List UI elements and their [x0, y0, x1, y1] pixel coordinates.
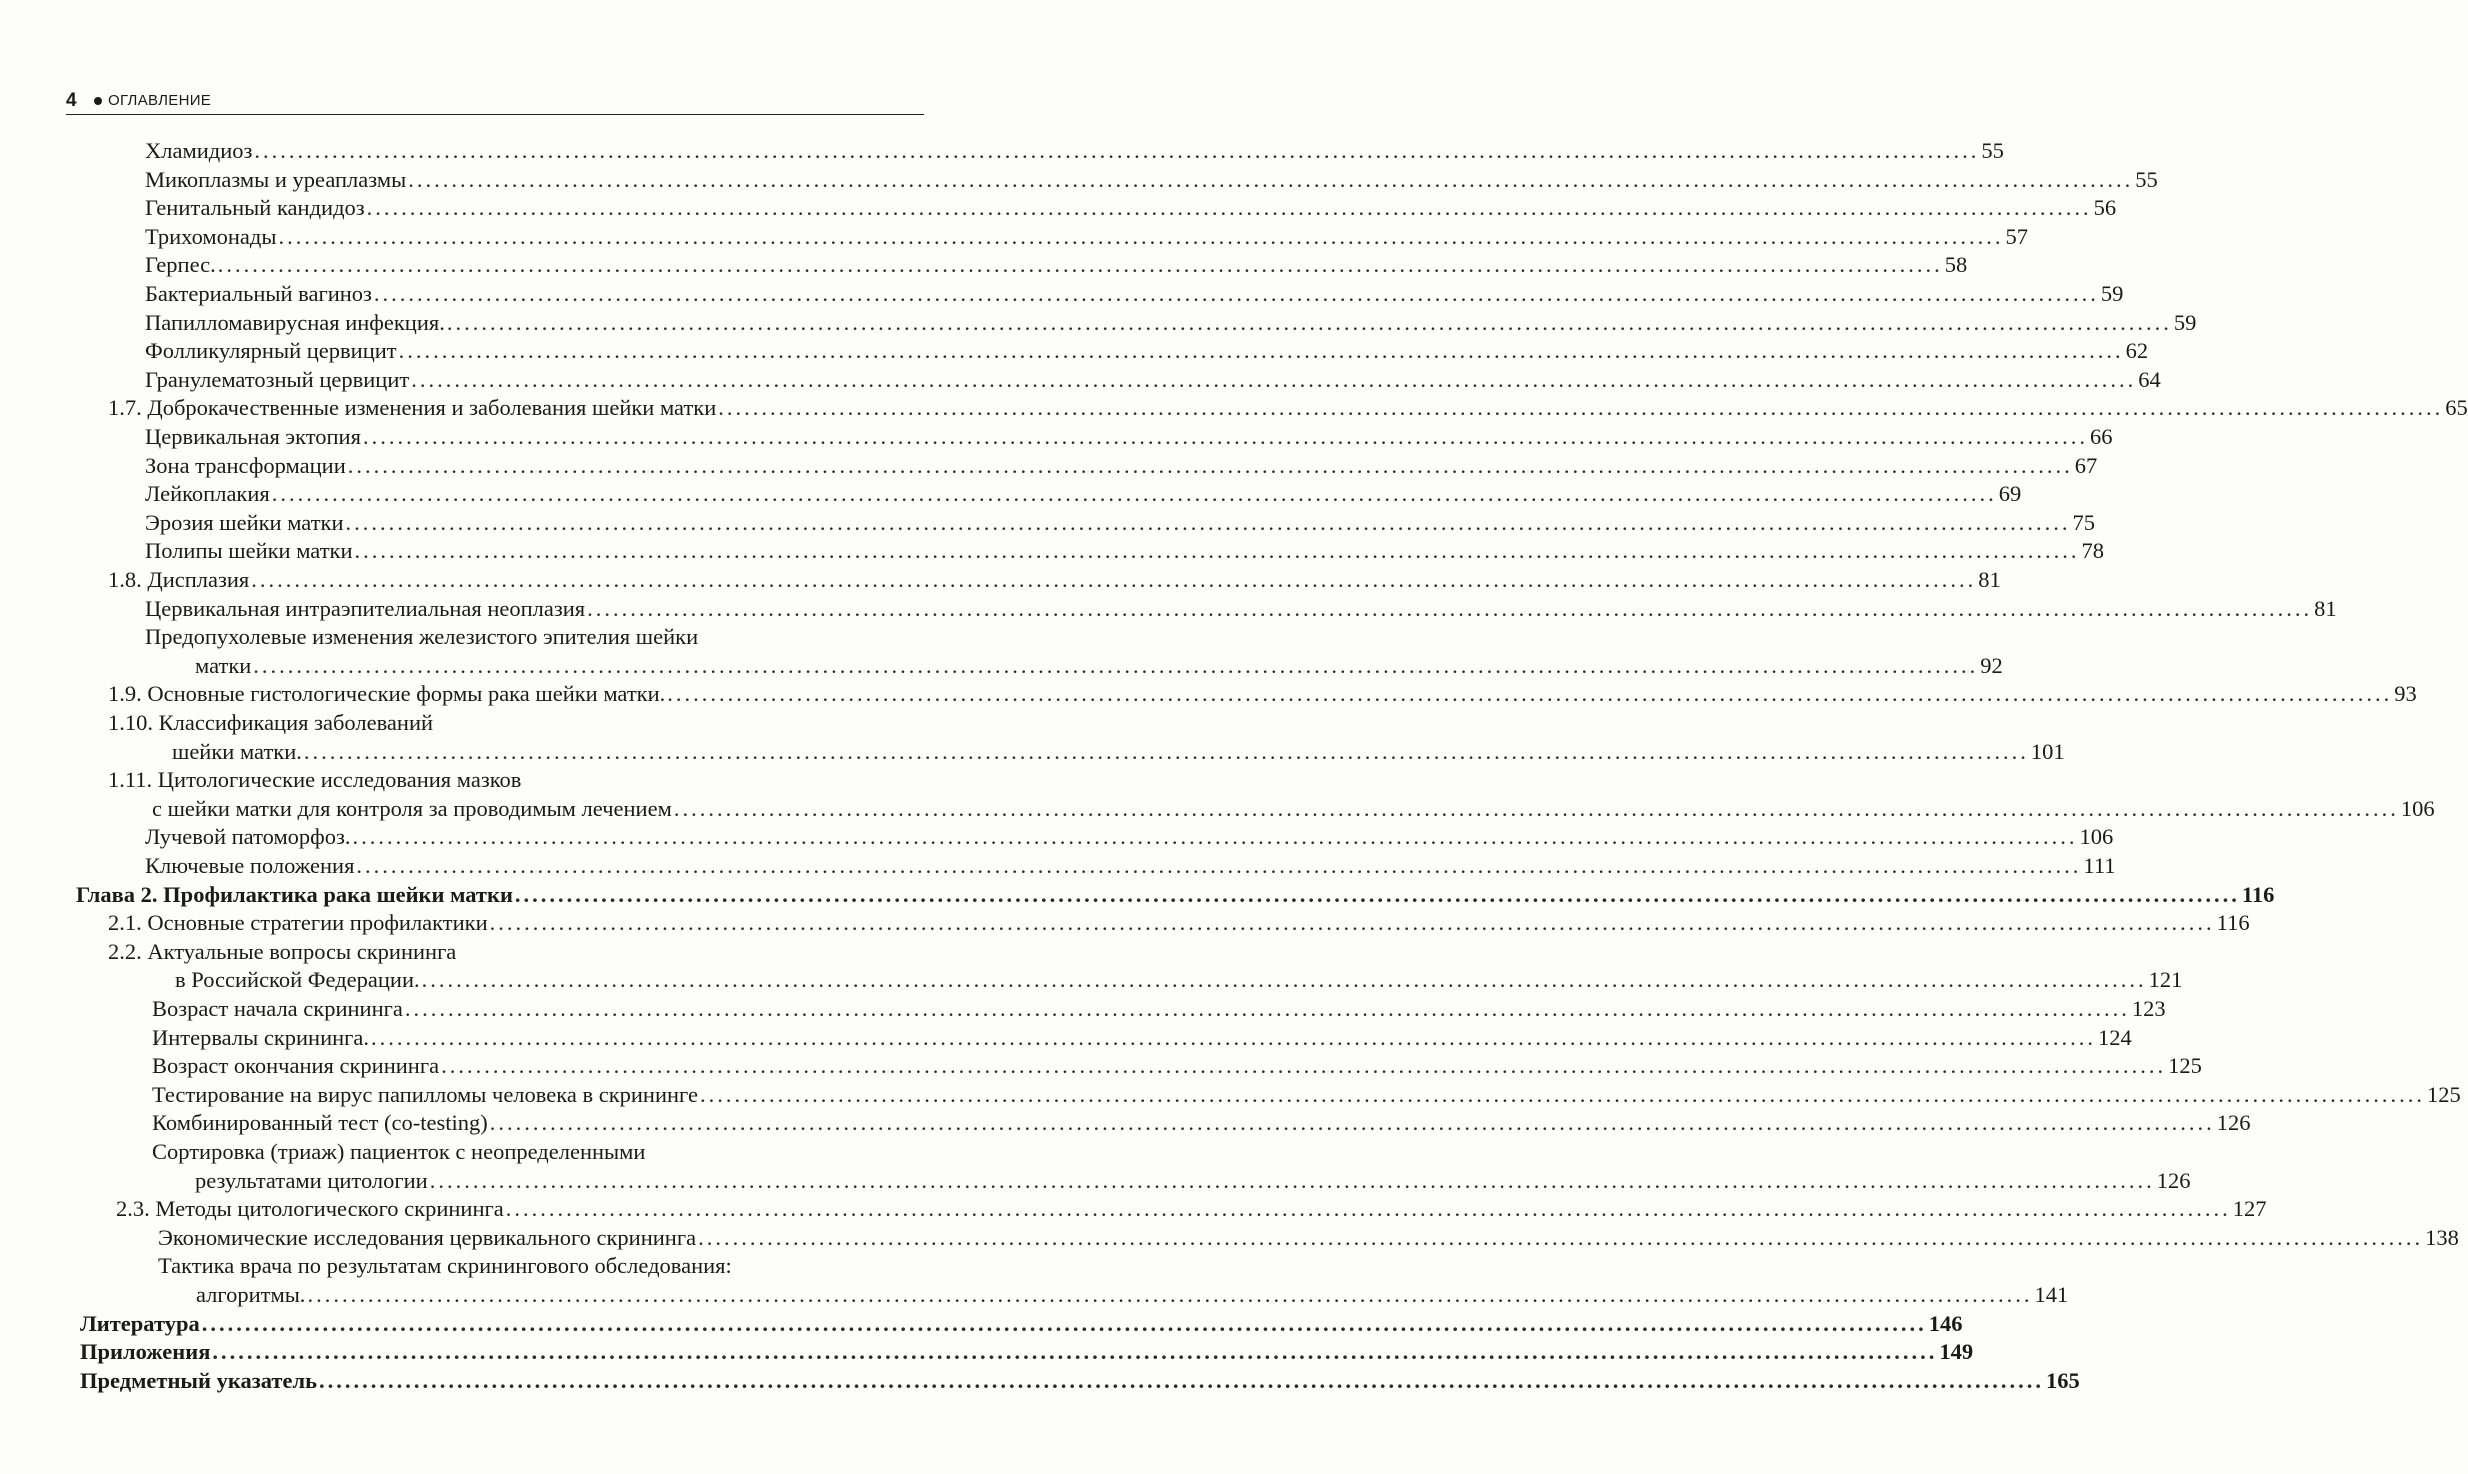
dot-leader: ........................................................................................................................................................................................................ [271, 481, 1997, 507]
dot-leader: ........................................................................................................................................................................................................ [303, 738, 2029, 764]
dot-leader: ........................................................................................................................................................................................................ [398, 338, 2124, 364]
toc-page-number: 55 [1981, 138, 2004, 163]
toc-page-number: 65 [2445, 395, 2468, 421]
toc-line [145, 194, 2117, 222]
toc-line [76, 881, 2275, 909]
toc-page-number: 62 [2125, 338, 2149, 364]
toc-line [80, 1310, 1963, 1338]
toc-line [145, 309, 2197, 337]
toc-line [145, 337, 2149, 365]
toc-line [116, 1195, 2267, 1223]
toc-page-number: 125 [2426, 1081, 2461, 1107]
toc-entry-title: Лучевой патоморфоз. [145, 824, 351, 850]
toc-line [108, 709, 938, 737]
dot-leader: ........................................................................................................................................................................................................ [251, 567, 1977, 592]
toc-page-number: 81 [1978, 567, 2001, 592]
toc-page-number: 106 [2079, 824, 2114, 850]
toc-page-number: 165 [2045, 1367, 2080, 1393]
dot-leader: ........................................................................................................................................................................................................ [673, 795, 2399, 821]
toc-page-number: 58 [1944, 252, 1968, 278]
toc-line [145, 166, 2158, 194]
dot-leader: ........................................................................................................................................................................................................ [408, 166, 2134, 192]
toc-entry-title: Лейкоплакия [145, 481, 270, 507]
dot-leader: ........................................................................................................................................................................................................ [699, 1081, 2425, 1107]
toc-line [145, 223, 2028, 251]
toc-entry-title: Приложения [80, 1339, 211, 1365]
toc-entry-title: Возраст окончания скрининга [152, 1053, 440, 1079]
dot-leader: ........................................................................................................................................................................................................ [411, 366, 2137, 392]
toc-page-number: 69 [1998, 481, 2022, 507]
running-header [66, 88, 924, 115]
dot-leader: ........................................................................................................................................................................................................ [347, 452, 2073, 478]
dot-leader: ........................................................................................................................................................................................................ [514, 881, 2240, 907]
toc-entry-title: 2.3. Методы цитологического скрининга [116, 1196, 504, 1222]
toc-page-number: 116 [2241, 881, 2275, 907]
toc-entry-title: 1.11. Цитологические исследования мазков [108, 767, 522, 793]
toc-line [108, 909, 2250, 937]
toc-entry-title: Тестирование на вирус папилломы человека в скрининге [152, 1081, 698, 1107]
dot-leader: ........................................................................................................................................................................................................ [212, 1339, 1938, 1365]
toc-page-number: 124 [2098, 1024, 2132, 1050]
dot-leader: ........................................................................................................................................................................................................ [366, 195, 2092, 221]
toc-page-number: 59 [2100, 281, 2124, 306]
toc-entry-title: Бактериальный вагиноз [145, 281, 372, 306]
toc-entry-title: Интервалы скрининга. [152, 1024, 370, 1050]
toc-entry-title: Сортировка (триаж) пациенток с неопределенными [152, 1139, 646, 1164]
toc-page-number: 101 [2030, 738, 2065, 764]
toc-entry-title: Тактика врача по результатам скринингового обследования: [158, 1253, 732, 1279]
dot-leader: ........................................................................................................................................................................................................ [253, 652, 1979, 678]
dot-leader: ........................................................................................................................................................................................................ [201, 1310, 1927, 1336]
toc-line [145, 423, 2113, 451]
toc-line [108, 680, 2417, 708]
toc-entry-title: Микоплазмы и уреаплазмы [145, 166, 407, 192]
dot-leader: ........................................................................................................................................................................................................ [421, 967, 2147, 993]
toc-page-number: 81 [2314, 595, 2337, 621]
dot-leader: ........................................................................................................................................................................................................ [345, 509, 2071, 535]
toc-line [145, 509, 2096, 537]
dot-leader: ........................................................................................................................................................................................................ [278, 223, 2004, 249]
section-title: ОГЛАВЛЕНИЕ [108, 92, 212, 109]
dot-leader: ........................................................................................................................................................................................................ [371, 1024, 2097, 1050]
toc-entry-title: 1.9. Основные гистологические формы рака шейки матки. [108, 681, 666, 707]
toc-page-number: 93 [2394, 681, 2417, 707]
toc-entry-title: Трихомонады [145, 223, 277, 249]
toc-entry-title: Папилломавирусная инфекция. [145, 309, 445, 335]
toc-page-number: 111 [2083, 853, 2116, 878]
toc-line [175, 966, 2183, 994]
dot-leader: ........................................................................................................................................................................................................ [446, 309, 2172, 335]
toc-entry-title: Герпес. [145, 252, 216, 278]
toc-entry-title: 1.8. Дисплазия [108, 567, 250, 592]
toc-page-number: 55 [2135, 166, 2158, 192]
toc-entry-title: Фолликулярный цервицит [145, 338, 397, 364]
toc-line [195, 1167, 2191, 1195]
toc-line [152, 995, 2166, 1023]
toc-entry-title: Цервикальная эктопия [145, 424, 361, 449]
toc-entry-title: 1.7. Доброкачественные изменения и заболевания шейки матки [108, 395, 717, 421]
toc-line [145, 537, 2104, 565]
toc-entry-title: Предметный указатель [80, 1367, 317, 1393]
toc-page-number: 92 [1980, 652, 2003, 678]
toc-page-number: 138 [2425, 1224, 2459, 1250]
toc-entry-title: в Российской Федерации. [175, 967, 420, 993]
toc-line [145, 137, 2004, 165]
toc-line [108, 394, 2468, 422]
dot-leader: ........................................................................................................................................................................................................ [718, 395, 2444, 421]
toc-line [145, 852, 2116, 880]
toc-line [152, 1052, 2202, 1080]
toc-entry-title: Эрозия шейки матки [145, 509, 344, 535]
bullet-icon [94, 97, 102, 105]
toc-page-number: 126 [2216, 1110, 2251, 1136]
dot-leader: ........................................................................................................................................................................................................ [698, 1224, 2424, 1250]
toc-entry-title: алгоритмы. [196, 1282, 306, 1307]
toc-entry-title: Генитальный кандидоз [145, 195, 365, 221]
toc-entry-title: Гранулематозный цервицит [145, 366, 410, 392]
toc-line [152, 1109, 2251, 1137]
toc-line [145, 452, 2098, 480]
dot-leader: ........................................................................................................................................................................................................ [667, 681, 2393, 707]
toc-line [152, 1138, 938, 1166]
toc-page-number: 123 [2131, 996, 2166, 1021]
toc-entry-title: Глава 2. Профилактика рака шейки матки [76, 881, 513, 907]
toc-entry-title: с шейки матки для контроля за проводимым лечением [152, 795, 672, 821]
toc-page-number: 67 [2074, 452, 2098, 478]
toc-page-number: 59 [2173, 309, 2197, 335]
toc-page-number: 57 [2005, 223, 2028, 249]
toc-line [158, 1252, 938, 1280]
toc-entry-title: Литература [80, 1310, 200, 1336]
toc-page-number: 149 [1939, 1339, 1974, 1365]
toc-page-number: 126 [2156, 1167, 2191, 1193]
dot-leader: ........................................................................................................................................................................................................ [318, 1367, 2044, 1393]
toc-entry-title: шейки матки. [172, 738, 302, 764]
toc-entry-title: 1.10. Классификация заболеваний [108, 710, 434, 735]
toc-page-number: 116 [2216, 910, 2250, 936]
toc-line [152, 1024, 2132, 1052]
toc-line [145, 480, 2022, 508]
toc-line [80, 1338, 1974, 1366]
toc-page-number: 127 [2232, 1196, 2267, 1222]
toc-line [108, 766, 938, 794]
toc-entry-title: Цервикальная интраэпителиальная неоплазия [145, 595, 586, 621]
toc-line [108, 566, 2001, 594]
toc-line [80, 1367, 2080, 1395]
toc-line [108, 938, 938, 966]
toc-line [145, 823, 2114, 851]
dot-leader: ........................................................................................................................................................................................................ [489, 1110, 2215, 1136]
toc-line [145, 251, 1968, 279]
toc-entry-title: Ключевые положения [145, 853, 355, 878]
toc-entry-title: 2.2. Актуальные вопросы скрининга [108, 938, 457, 964]
toc-line [152, 795, 2435, 823]
dot-leader: ........................................................................................................................................................................................................ [429, 1167, 2155, 1193]
toc-page-number: 146 [1928, 1310, 1963, 1336]
dot-leader: ........................................................................................................................................................................................................ [587, 595, 2313, 621]
toc-line [145, 280, 2124, 308]
toc-entry-title: результатами цитологии [195, 1167, 428, 1193]
toc-page-number: 64 [2138, 366, 2161, 392]
toc-page-number: 78 [2081, 538, 2104, 564]
toc-line [145, 623, 938, 651]
toc-page-number: 75 [2072, 509, 2096, 535]
toc-page-number: 106 [2400, 795, 2435, 821]
dot-leader: ........................................................................................................................................................................................................ [356, 853, 2082, 878]
page-number: 4 [66, 90, 77, 111]
toc-line [158, 1224, 2459, 1252]
dot-leader: ........................................................................................................................................................................................................ [441, 1053, 2167, 1079]
dot-leader: ........................................................................................................................................................................................................ [307, 1282, 2033, 1307]
toc-page-number: 141 [2034, 1282, 2069, 1307]
toc-page-number: 66 [2089, 424, 2113, 449]
toc-entry-title: матки [195, 652, 252, 678]
toc-page-number: 56 [2093, 195, 2117, 221]
toc-page-number: 125 [2168, 1053, 2202, 1079]
toc-line [145, 366, 2161, 394]
dot-leader: ........................................................................................................................................................................................................ [354, 538, 2080, 564]
toc-page-number: 121 [2148, 967, 2183, 993]
dot-leader: ........................................................................................................................................................................................................ [217, 252, 1943, 278]
dot-leader: ........................................................................................................................................................................................................ [254, 138, 1980, 163]
dot-leader: ........................................................................................................................................................................................................ [362, 424, 2088, 449]
toc-line [195, 652, 2003, 680]
toc-entry-title: Экономические исследования цервикального скрининга [158, 1224, 697, 1250]
toc-entry-title: Возраст начала скрининга [152, 996, 403, 1021]
dot-leader: ........................................................................................................................................................................................................ [489, 910, 2215, 936]
toc-line [145, 595, 2337, 623]
toc-line [152, 1081, 2461, 1109]
toc-entry-title: Полипы шейки матки [145, 538, 353, 564]
toc-line [196, 1281, 2069, 1309]
dot-leader: ........................................................................................................................................................................................................ [505, 1196, 2231, 1222]
toc-entry-title: Хламидиоз [145, 138, 253, 163]
toc-entry-title: Комбинированный тест (co-testing) [152, 1110, 488, 1136]
toc-entry-title: 2.1. Основные стратегии профилактики [108, 910, 488, 936]
toc-line [172, 738, 2065, 766]
toc-entry-title: Зона трансформации [145, 452, 346, 478]
dot-leader: ........................................................................................................................................................................................................ [352, 824, 2078, 850]
dot-leader: ........................................................................................................................................................................................................ [373, 281, 2099, 306]
toc-entry-title: Предопухолевые изменения железистого эпителия шейки [145, 624, 699, 650]
dot-leader: ........................................................................................................................................................................................................ [404, 996, 2130, 1021]
